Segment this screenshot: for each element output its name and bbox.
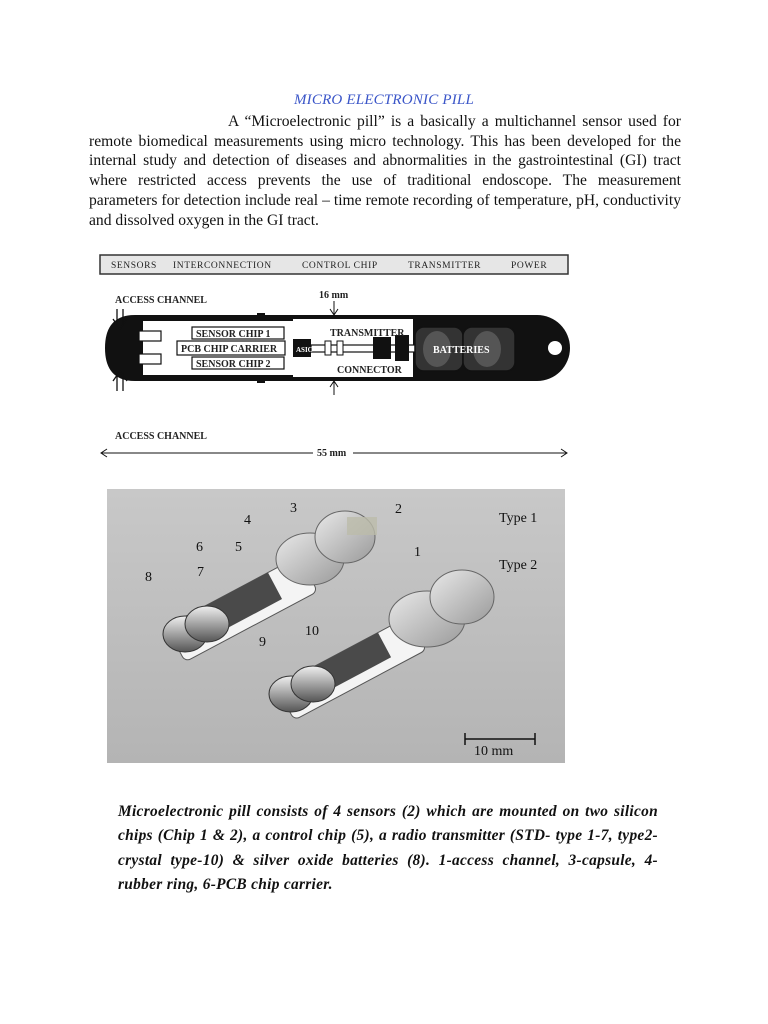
header-power: POWER: [511, 261, 548, 271]
pill-schematic-diagram: [97, 253, 571, 460]
label-1: 1: [414, 545, 421, 560]
pill-end-hole: [548, 341, 562, 355]
intro-rest: used for remote biomedical measurements using micro technology. This has been developed for the internal study and detection of diseases and abnormalities in the gastrointestinal (GI) tract where restricted access prevents the use of traditional endoscope. The measurement parameters for detection include real – time remote recording of temperature, pH, conductivity and dissolved oxygen in the GI tract.: [89, 113, 681, 229]
label-type-2: Type 2: [499, 558, 538, 573]
label-sensor-chip-2: SENSOR CHIP 2: [196, 359, 271, 370]
label-2: 2: [395, 502, 402, 517]
page-title: MICRO ELECTRONIC PILL: [293, 92, 475, 108]
label-10: 10: [305, 624, 319, 639]
label-access-channel-bottom: ACCESS CHANNEL: [115, 431, 207, 442]
label-7: 7: [197, 565, 204, 580]
header-interconnection: INTERCONNECTION: [173, 261, 272, 271]
intro-paragraph: [89, 112, 681, 230]
label-connector: CONNECTOR: [337, 365, 402, 376]
label-transmitter: TRANSMITTER: [330, 328, 405, 339]
label-4: 4: [244, 513, 251, 528]
label-access-channel-top: ACCESS CHANNEL: [115, 295, 207, 306]
label-scale: 10 mm: [474, 744, 514, 759]
label-pcb-chip-carrier: PCB CHIP CARRIER: [181, 344, 278, 355]
header-sensors: SENSORS: [111, 261, 157, 271]
label-batteries: BATTERIES: [433, 345, 490, 356]
label-width: 16 mm: [319, 290, 349, 301]
transmitter-chip: [373, 337, 391, 359]
label-5: 5: [235, 540, 242, 555]
label-9: 9: [259, 635, 266, 650]
label-8: 8: [145, 570, 152, 585]
label-type-1: Type 1: [499, 511, 538, 526]
label-6: 6: [196, 540, 203, 555]
intro-first-line: A “Microelectronic pill” is a basically a multichannel sensor: [228, 113, 623, 130]
caption-paragraph: Microelectronic pill consists of 4 sensors (2) which are mounted on two silicon chips (Chip 1 & 2), a control chip (5), a radio transmitter (STD- type 1-7, type2-crystal type-10) & silver oxide batteries (8). 1-access channel, 3-capsule, 4-rubber ring, 6-PCB chip carrier.: [118, 803, 658, 893]
label-asic: ASIC: [296, 346, 313, 354]
label-length: 55 mm: [317, 448, 347, 459]
pill-photograph: [107, 489, 565, 763]
label-3: 3: [290, 501, 297, 516]
label-sensor-chip-1: SENSOR CHIP 1: [196, 329, 271, 340]
header-control-chip: CONTROL CHIP: [302, 261, 378, 271]
header-transmitter: TRANSMITTER: [408, 261, 482, 271]
